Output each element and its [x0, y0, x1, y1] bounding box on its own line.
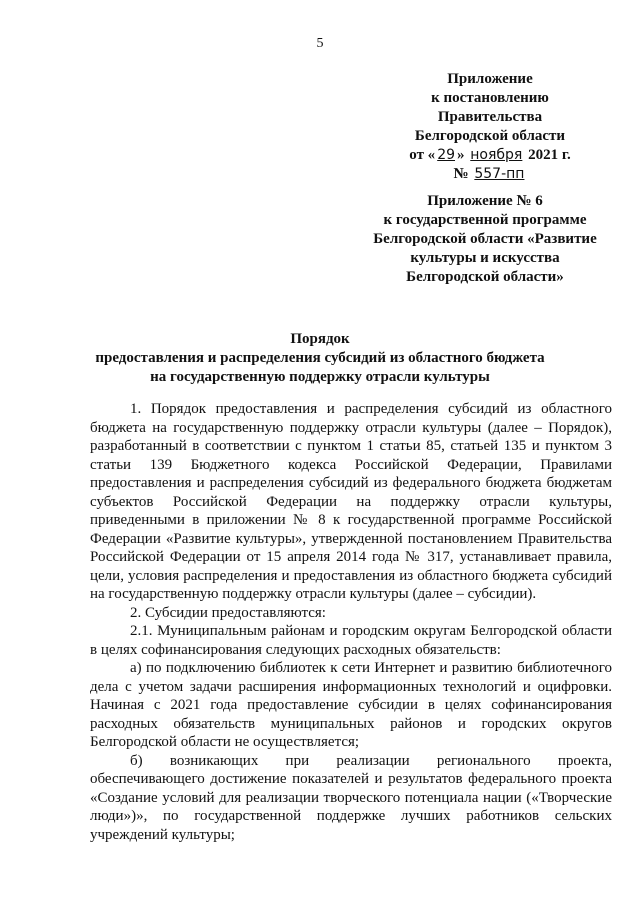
date-mid: » [457, 147, 465, 163]
appendix-line: культуры и искусства [410, 250, 560, 266]
appendix-date [380, 146, 600, 165]
appendix-line: Белгородской области» [406, 269, 564, 285]
date-year: 2021 г. [528, 147, 571, 163]
appendix-title: Приложение [447, 71, 533, 87]
number-prefix: № [453, 166, 469, 182]
paragraph: а) по подключению библиотек к сети Интернет и развитию библиотечного дела с учетом задачи расширения информационных технологий и оцифровки. Начиная с 2021 года предоставление субсидии в целях софинансирования расходных обязательств муниципальных районов и городских округов Белгородской области не осуществляется; [90, 660, 612, 750]
appendix-line: к постановлению Правительства [431, 90, 549, 125]
appendix-program-header [370, 192, 600, 287]
appendix-line: Белгородской области [414, 128, 566, 144]
appendix-line: к государственной программе [383, 212, 587, 228]
title-line: Порядок [290, 331, 350, 347]
appendix-line: Белгородской области «Развитие [373, 231, 597, 247]
document-title [80, 330, 560, 387]
date-month: ноября [470, 147, 523, 163]
title-line: на государственную поддержку отрасли культуры [150, 369, 490, 385]
appendix-title: Приложение № 6 [427, 193, 543, 209]
appendix-number [380, 165, 600, 184]
document-body [90, 400, 612, 844]
paragraph: 2.1. Муниципальным районам и городским округам Белгородской области в целях софинансирования следующих расходных обязательств: [90, 623, 612, 658]
date-day: 29 [437, 147, 456, 163]
paragraph: б) возникающих при реализации регионального проекта, обеспечивающего достижение показателей и результатов федерального проекта «Создание условий для реализации творческого потенциала нации («Творческие люди»)», по государственной поддержке лучших работников сельских учреждений культуры; [90, 752, 612, 843]
paragraph: 2. Субсидии предоставляются: [130, 604, 326, 621]
date-prefix: от « [409, 147, 436, 163]
paragraph: 1. Порядок предоставления и распределения субсидий из областного бюджета на государственную поддержку отрасли культуры (далее – Порядок), разработанный в соответствии с пунктом 1 статьи 85, статьей 135 и пунктом 3 статьи 139 Бюджетного кодекса Российской Федерации, Правилами предоставления и распределения субсидий из федерального бюджета бюджетам субъектов Российской Федерации на поддержку отрасли культуры, приведенными в приложении № 8 к государственной программе Российской Федерации «Развитие культуры», утвержденной постановлением Правительства Российской Федерации от 15 апреля 2014 года № 317, устанавливает правила, цели, условия распределения и предоставления из областного бюджета субсидий на государственную поддержку отрасли культуры (далее – субсидии). [90, 401, 612, 602]
appendix-resolution-header [380, 70, 600, 184]
number-value: 557-пп [474, 166, 525, 182]
title-line: предоставления и распределения субсидий из областного бюджета [95, 350, 545, 366]
page-number: 5 [316, 36, 324, 51]
